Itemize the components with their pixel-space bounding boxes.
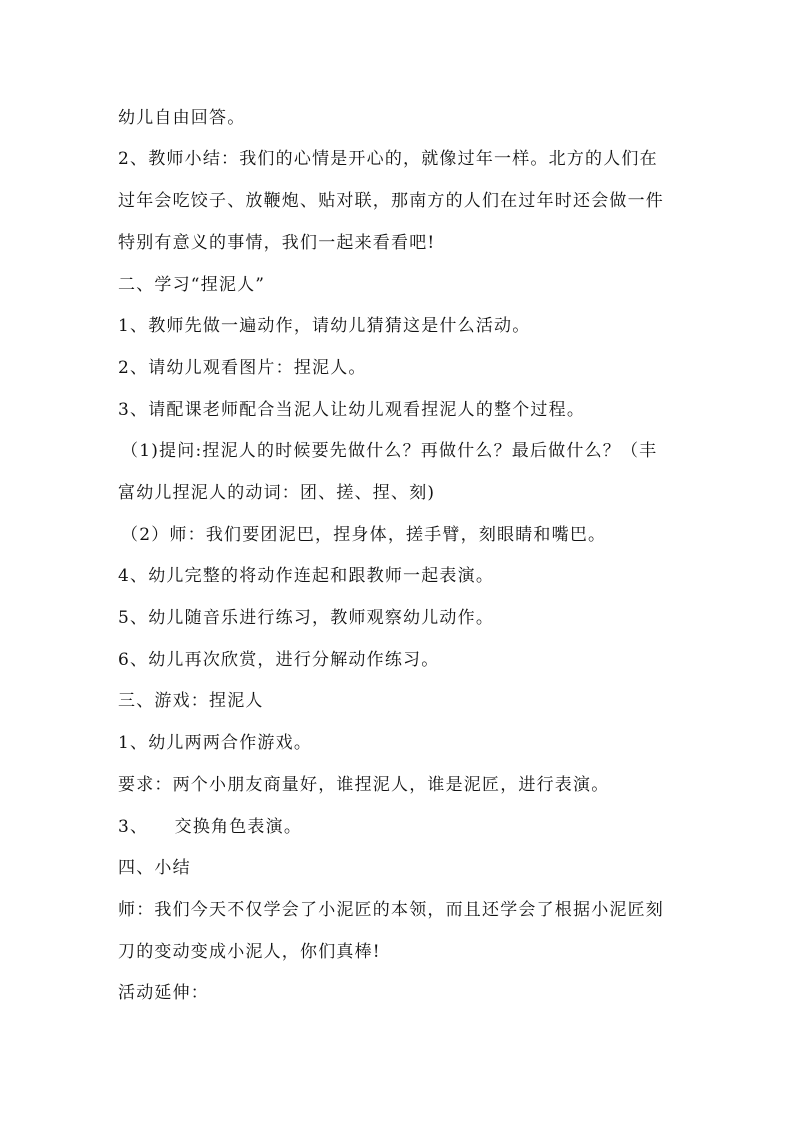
section-heading: 二、学习“捏泥人” [118, 275, 266, 295]
text-line: 1、教师先做一遍动作，请幼儿猜猜这是什么活动。 [118, 316, 531, 336]
section-heading: 四、小结 [118, 858, 191, 878]
text-line: 刀的变动变成小泥人，你们真棒! [118, 942, 381, 962]
text-line: 1、幼儿两两合作游戏。 [118, 733, 313, 753]
text-line: 特别有意义的事情，我们一起来看看吧! [118, 233, 436, 253]
text-line: （2）师：我们要团泥巴，捏身体，搓手臂，刻眼睛和嘴巴。 [121, 525, 607, 545]
text-line: 幼儿自由回答。 [118, 108, 246, 128]
text-line: 2、请幼儿观看图片：捏泥人。 [118, 358, 367, 378]
text-line: 3、 交换角色表演。 [118, 817, 303, 837]
text-line: 6、幼儿再次欣赏，进行分解动作练习。 [118, 650, 440, 670]
text-line: 2、教师小结：我们的心情是开心的，就像过年一样。北方的人们在 [118, 149, 658, 169]
text-line: 富幼儿捏泥人的动词：团、搓、捏、刻) [118, 483, 436, 503]
text-line: 要求：两个小朋友商量好，谁捏泥人，谁是泥匠，进行表演。 [118, 775, 610, 795]
text-line: 5、幼儿随音乐进行练习，教师观察幼儿动作。 [118, 608, 495, 628]
text-line: 活动延伸： [118, 983, 209, 1003]
text-line: 师：我们今天不仅学会了小泥匠的本领，而且还学会了根据小泥匠刻 [118, 900, 664, 920]
text-line: 过年会吃饺子、放鞭炮、贴对联，那南方的人们在过年时还会做一件 [118, 191, 664, 211]
section-heading: 三、游戏：捏泥人 [118, 691, 264, 711]
text-line: 4、幼儿完整的将动作连起和跟教师一起表演。 [118, 566, 495, 586]
text-line: 3、请配课老师配合当泥人让幼儿观看捏泥人的整个过程。 [118, 400, 586, 420]
text-line: （1)提问:捏泥人的时候要先做什么？再做什么？最后做什么？（丰 [121, 441, 658, 461]
